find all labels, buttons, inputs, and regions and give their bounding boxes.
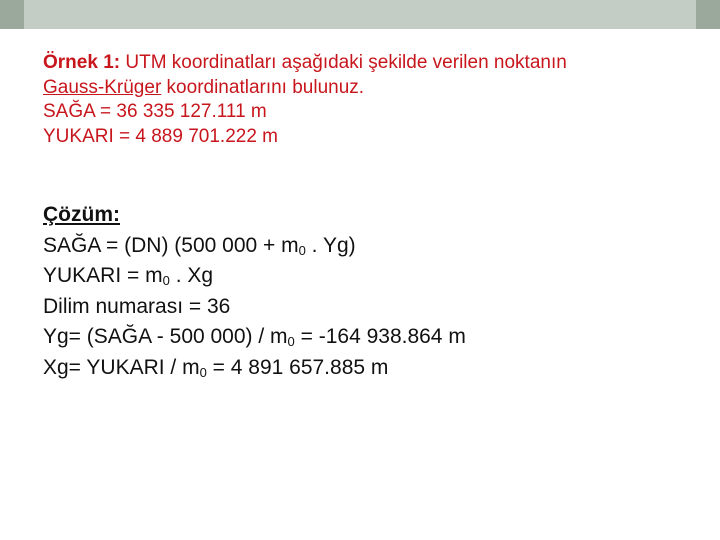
saga-value: SAĞA = 36 335 127.111 m	[43, 101, 267, 122]
equation-xg-a: Xg= YUKARI / m	[43, 355, 200, 379]
equation-xg	[43, 353, 693, 384]
solution-heading: Çözüm:	[43, 203, 120, 226]
gauss-kruger-term: Gauss-Krüger	[43, 76, 162, 98]
equation-saga-b: . Yg)	[305, 233, 356, 257]
m-zero-subscript: 0	[287, 334, 295, 349]
yukari-value: YUKARI = 4 889 701.222 m	[43, 125, 279, 147]
equation-yg	[43, 322, 693, 353]
equation-yg-b: = -164 938.864 m	[294, 325, 466, 348]
example-line-1-text: UTM koordinatları aşağıdaki şekilde verilen noktanın	[120, 52, 567, 73]
equation-xg-b: = 4 891 657.885 m	[206, 355, 389, 379]
m-zero-subscript: 0	[199, 364, 207, 380]
solution-block	[43, 200, 693, 383]
top-decor-bar	[0, 0, 720, 29]
equation-yukari-a: YUKARI = m	[43, 264, 163, 287]
example-block	[43, 51, 693, 149]
equation-saga-a: SAĞA = (DN) (500 000 + m	[43, 233, 299, 257]
zone-number: Dilim numarası = 36	[43, 294, 231, 318]
equation-yg-a: Yg= (SAĞA - 500 000) / m	[43, 325, 288, 348]
example-line-1	[43, 51, 693, 76]
equation-yukari-b: . Xg	[169, 264, 214, 287]
top-decor-band	[24, 0, 696, 29]
equation-saga	[43, 231, 693, 262]
example-label: Örnek 1:	[43, 52, 121, 73]
equation-yukari	[43, 261, 693, 292]
example-line-2	[43, 76, 693, 101]
example-line-2-text: koordinatlarını bulunuz.	[161, 76, 365, 98]
m-zero-subscript: 0	[298, 242, 306, 258]
m-zero-subscript: 0	[162, 273, 170, 288]
